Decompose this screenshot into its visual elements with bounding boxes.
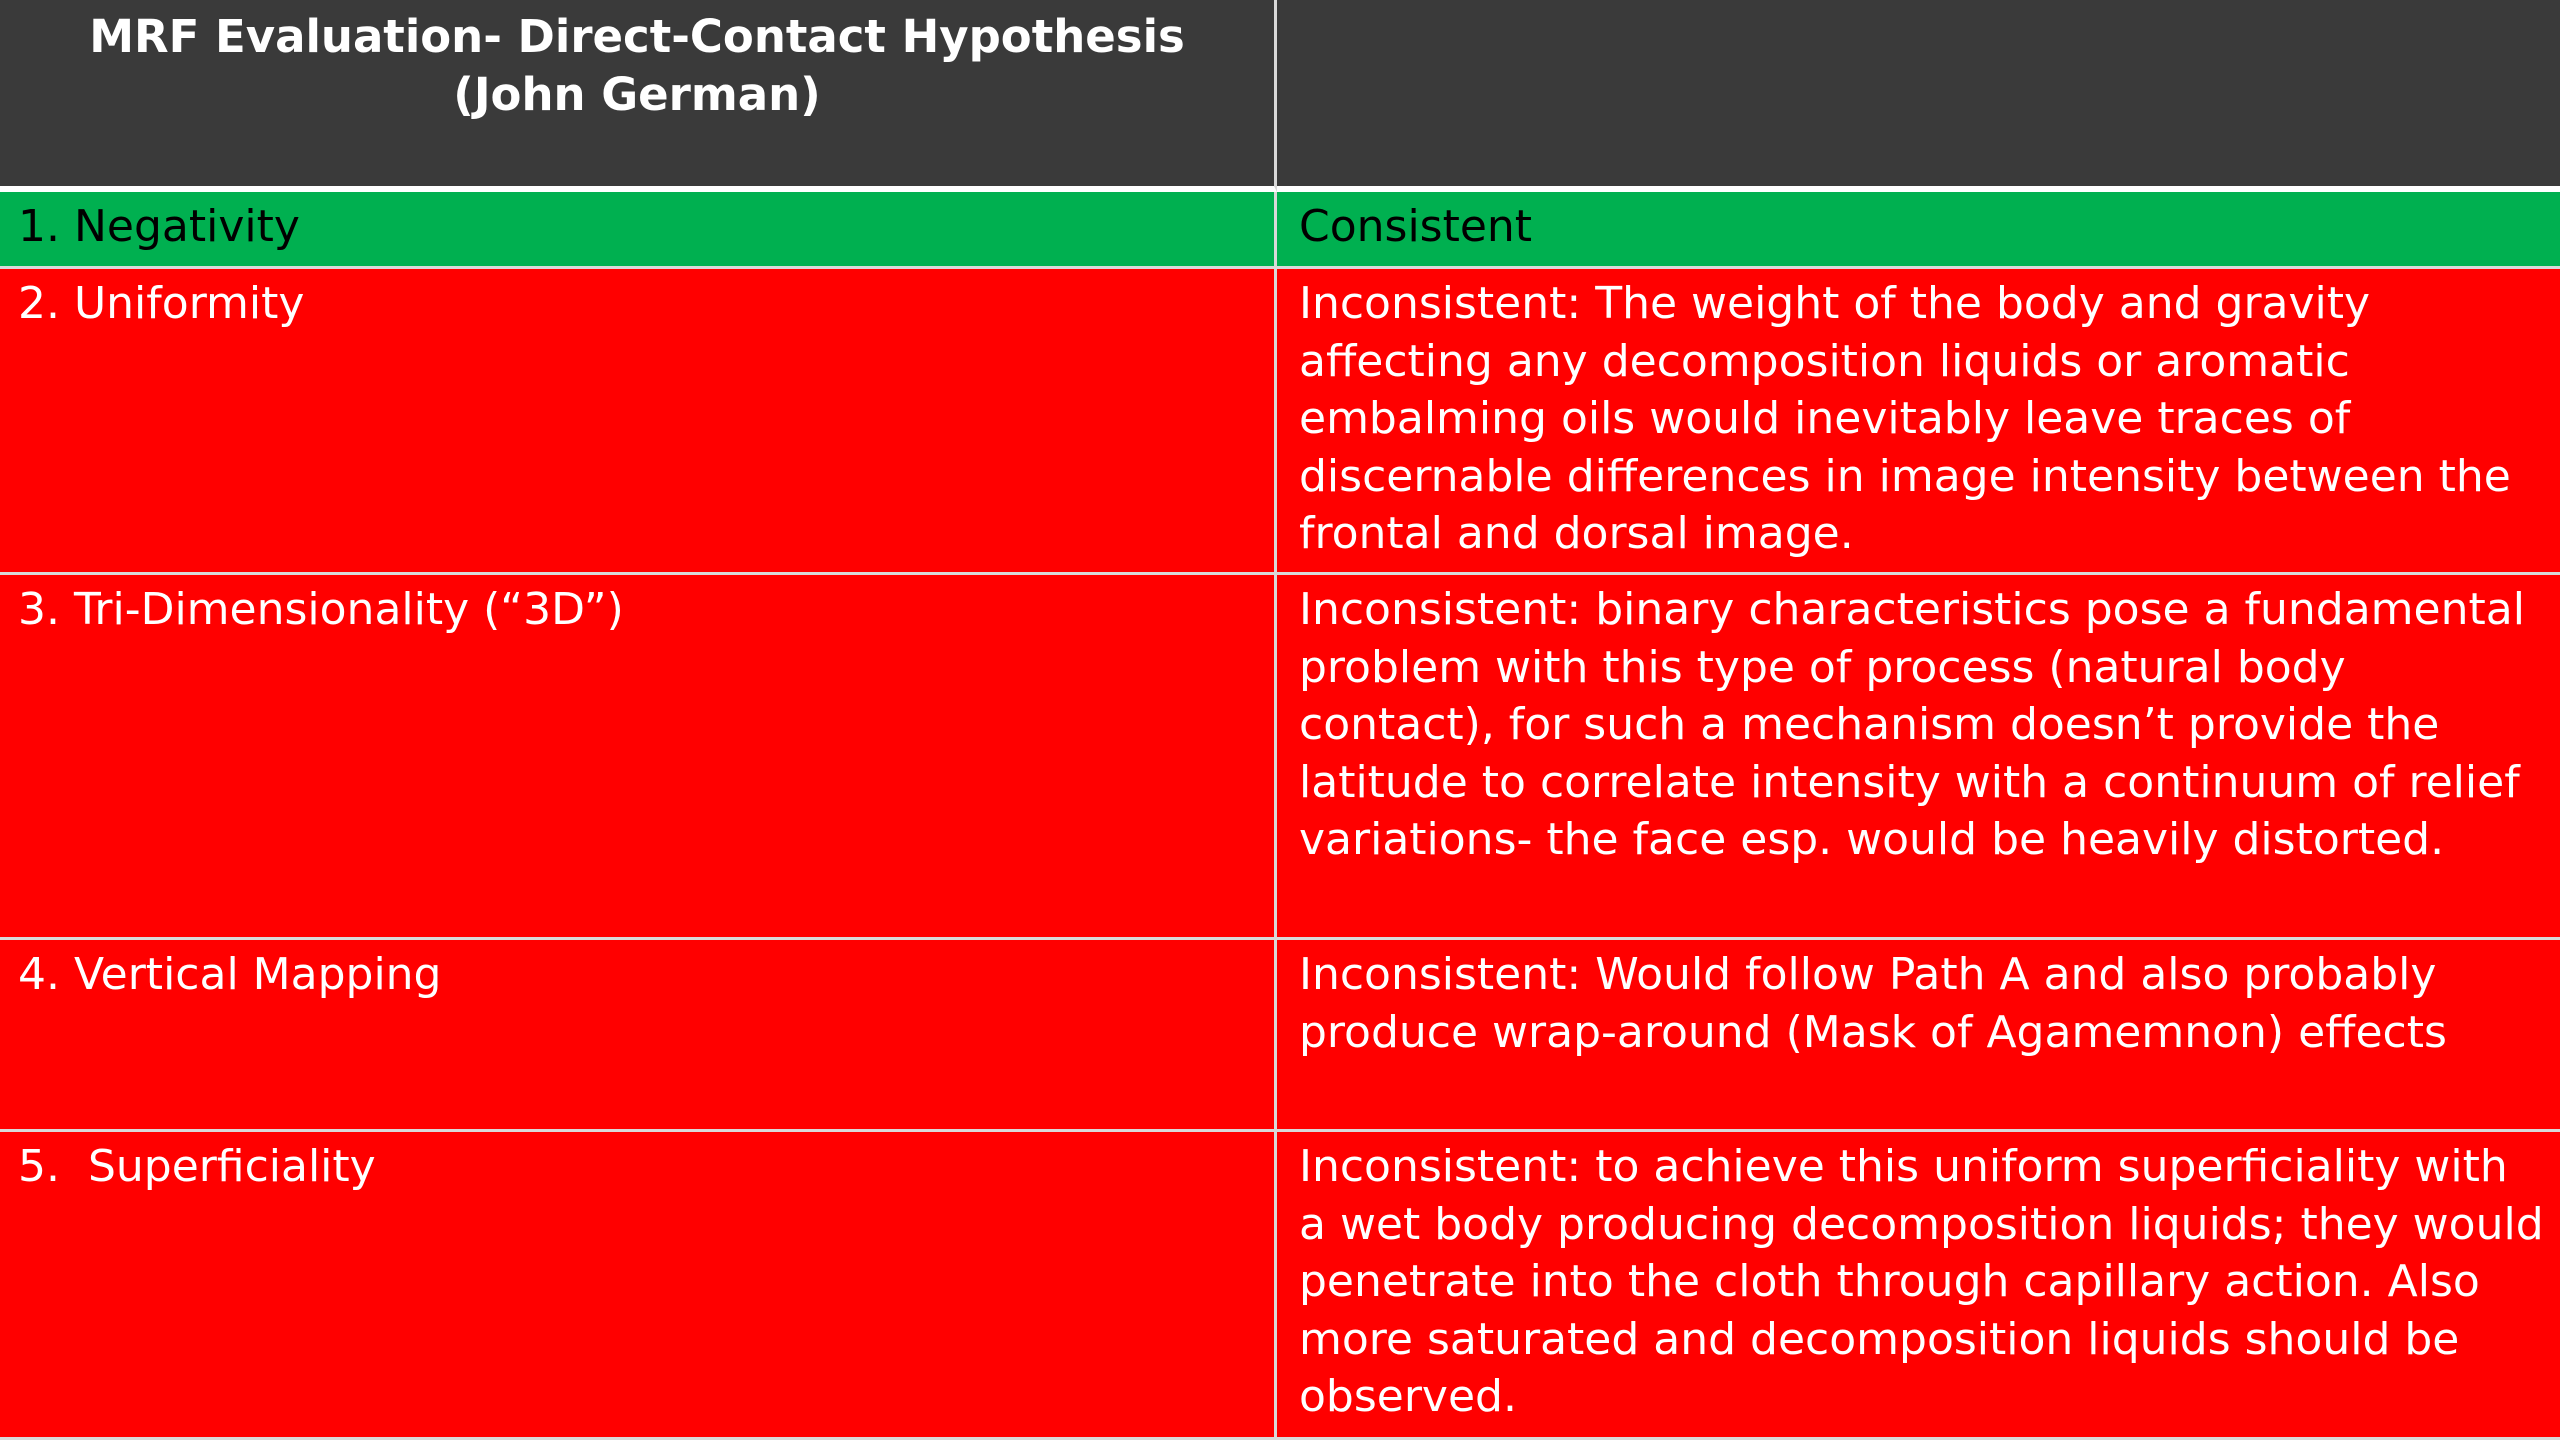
criterion-vertical-mapping: 4. Vertical Mapping xyxy=(0,940,1277,1132)
criterion-tri-dimensionality: 3. Tri-Dimensionality (“3D”) xyxy=(0,575,1277,940)
table-header-title: MRF Evaluation- Direct-Contact Hypothesis (John German) xyxy=(0,0,1277,192)
criterion-negativity: 1. Negativity xyxy=(0,192,1277,269)
evaluation-vertical-mapping: Inconsistent: Would follow Path A and also probably produce wrap-around (Mask of Agamemnon) effects xyxy=(1277,940,2560,1132)
criterion-superficiality: 5. Superficiality xyxy=(0,1132,1277,1440)
criterion-uniformity: 2. Uniformity xyxy=(0,269,1277,575)
table-header-empty xyxy=(1277,0,2560,192)
evaluation-superficiality: Inconsistent: to achieve this uniform superficiality with a wet body producing decomposition liquids; they would penetrate into the cloth through capillary action. Also more saturated and decomposition liquids should be observed. xyxy=(1277,1132,2560,1440)
evaluation-negativity: Consistent xyxy=(1277,192,2560,269)
evaluation-tri-dimensionality: Inconsistent: binary characteristics pose a fundamental problem with this type of process (natural body contact), for such a mechanism doesn’t provide the latitude to correlate intensity with a continuum of relief variations- the face esp. would be heavily distorted. xyxy=(1277,575,2560,940)
evaluation-uniformity: Inconsistent: The weight of the body and gravity affecting any decomposition liquids or aromatic embalming oils would inevitably leave traces of discernable differences in image intensity between the frontal and dorsal image. xyxy=(1277,269,2560,575)
